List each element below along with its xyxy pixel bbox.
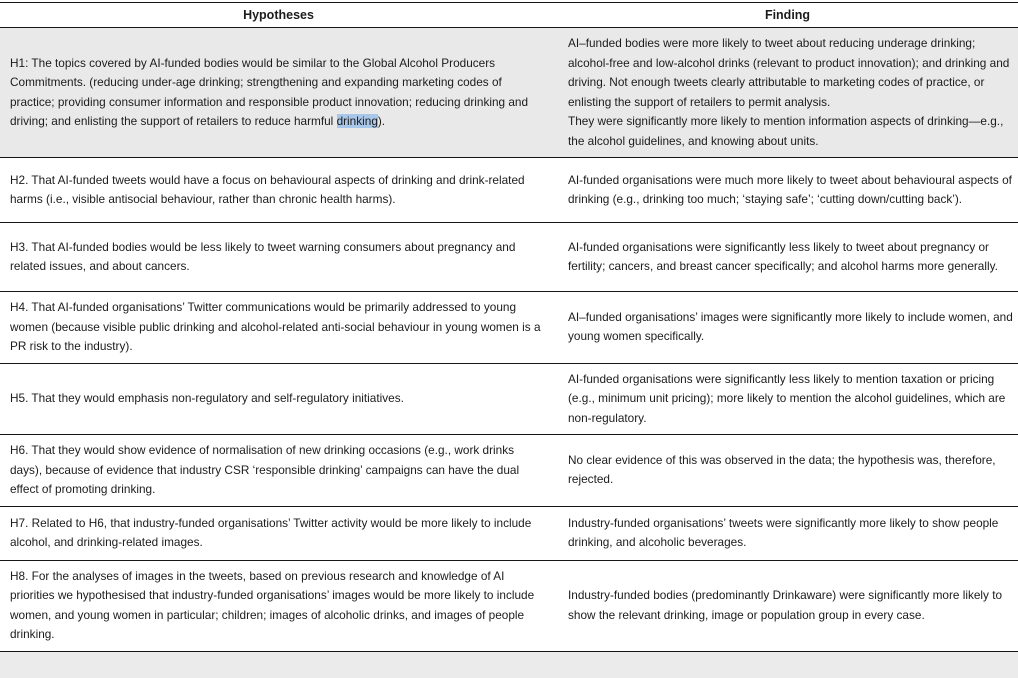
hypothesis-cell xyxy=(0,364,557,435)
hypothesis-text: H7. Related to H6, that industry-funded organisations’ Twitter activity would be more likely to include alcohol, and drinking-related images. xyxy=(10,515,532,549)
page-background-strip xyxy=(0,652,1018,678)
hypothesis-text: H3. That AI-funded bodies would be less likely to tweet warning consumers about pregnancy and related issues, and about cancers. xyxy=(10,239,516,273)
hypothesis-cell xyxy=(0,292,557,363)
table-row-h4 xyxy=(0,291,1018,363)
finding-cell xyxy=(557,292,1018,363)
table-row-h7 xyxy=(0,506,1018,560)
hypotheses-column-header: Hypotheses xyxy=(243,8,314,22)
hypothesis-text: H8. For the analyses of images in the tweets, based on previous research and knowledge of AI priorities we hypothesised that industry-funded organisations’ images would be more likely to include women, and young women in particular; children; images of alcoholic drinks, and images of people drinking. xyxy=(10,568,535,641)
finding-text: AI–funded bodies were more likely to tweet about reducing underage drinking; alcohol-free and low-alcohol drinks (relevant to product innovation); and drinking and driving. Not enough tweets clearly attributable to marketing codes of practice, or enlisting the support of retailers to permit analysis. xyxy=(568,36,1010,109)
table-row-h5 xyxy=(0,363,1018,435)
finding-text: AI-funded organisations were significantly less likely to mention taxation or pricing (e.g., minimum unit pricing); more likely to mention the alcohol guidelines, which are non-regulatory. xyxy=(568,371,1006,425)
hypothesis-cell xyxy=(0,507,557,560)
hypothesis-cell xyxy=(0,158,557,222)
finding-cell xyxy=(557,435,1018,506)
hypothesis-text-post: ). xyxy=(377,114,386,128)
hypothesis-text: H2. That AI-funded tweets would have a focus on behavioural aspects of drinking and drink-related harms (i.e., visible antisocial behaviour, rather than chronic health harms). xyxy=(10,172,525,206)
hypothesis-text: H4. That AI-funded organisations’ Twitter communications would be primarily addressed to young women (because visible public drinking and alcohol-related anti-social behaviour in young women is a PR risk to the industry). xyxy=(10,300,541,353)
table-row-h2 xyxy=(0,157,1018,222)
hypothesis-text xyxy=(10,54,549,132)
table-row-h8 xyxy=(0,560,1018,651)
table-row-h1 xyxy=(0,27,1018,157)
finding-text: Industry-funded bodies (predominantly Drinkaware) were significantly more likely to show the relevant drinking, image or population group in every case. xyxy=(568,588,1003,622)
finding-column-header: Finding xyxy=(764,8,811,22)
finding-text: AI-funded organisations were much more likely to tweet about behavioural aspects of drinking (e.g., drinking too much; ‘staying safe’; ‘cutting down/cutting back’). xyxy=(568,172,1012,206)
hypothesis-cell xyxy=(0,28,557,157)
finding-cell xyxy=(557,28,1018,157)
finding-cell xyxy=(557,223,1018,291)
finding-cell xyxy=(557,364,1018,435)
finding-cell xyxy=(557,158,1018,222)
finding-cell xyxy=(557,507,1018,560)
hypothesis-cell xyxy=(0,435,557,506)
finding-text-2: They were significantly more likely to mention information aspects of drinking—e.g., the alcohol guidelines, and knowing about units. xyxy=(568,114,1004,148)
table-header-row xyxy=(0,3,1018,27)
finding-text: AI-funded organisations were significantly less likely to tweet about pregnancy or fertility; cancers, and breast cancer specifically; and alcohol harms more generally. xyxy=(568,239,998,273)
hypothesis-text: H6. That they would show evidence of normalisation of new drinking occasions (e.g., work drinks days), because of evidence that industry CSR ‘responsible drinking’ campaigns can have the dual effect of promoting drinking. xyxy=(10,443,520,496)
finding-text: No clear evidence of this was observed in the data; the hypothesis was, therefore, rejected. xyxy=(568,452,996,487)
selected-text-highlight: drinking xyxy=(336,114,378,128)
finding-text: AI–funded organisations’ images were significantly more likely to include women, and young women specifically. xyxy=(568,309,1013,344)
hypothesis-text: H5. That they would emphasis non-regulatory and self-regulatory initiatives. xyxy=(10,391,404,405)
finding-text: Industry-funded organisations’ tweets were significantly more likely to show people drinking, and alcoholic beverages. xyxy=(568,515,999,549)
hypothesis-cell xyxy=(0,223,557,291)
hypothesis-text-pre: H1: The topics covered by AI-funded bodies would be similar to the Global Alcohol Producers Commitments. (reducing under-age drinking; strengthening and expanding marketing codes of practice; providing consumer information and responsible product innovation; reducing drinking and driving; and enlisting the support of retailers to reduce harmful xyxy=(10,55,529,128)
table-row-h3 xyxy=(0,222,1018,291)
finding-cell xyxy=(557,561,1018,651)
table-row-h6 xyxy=(0,434,1018,506)
hypotheses-findings-table xyxy=(0,2,1018,652)
hypothesis-cell xyxy=(0,561,557,651)
